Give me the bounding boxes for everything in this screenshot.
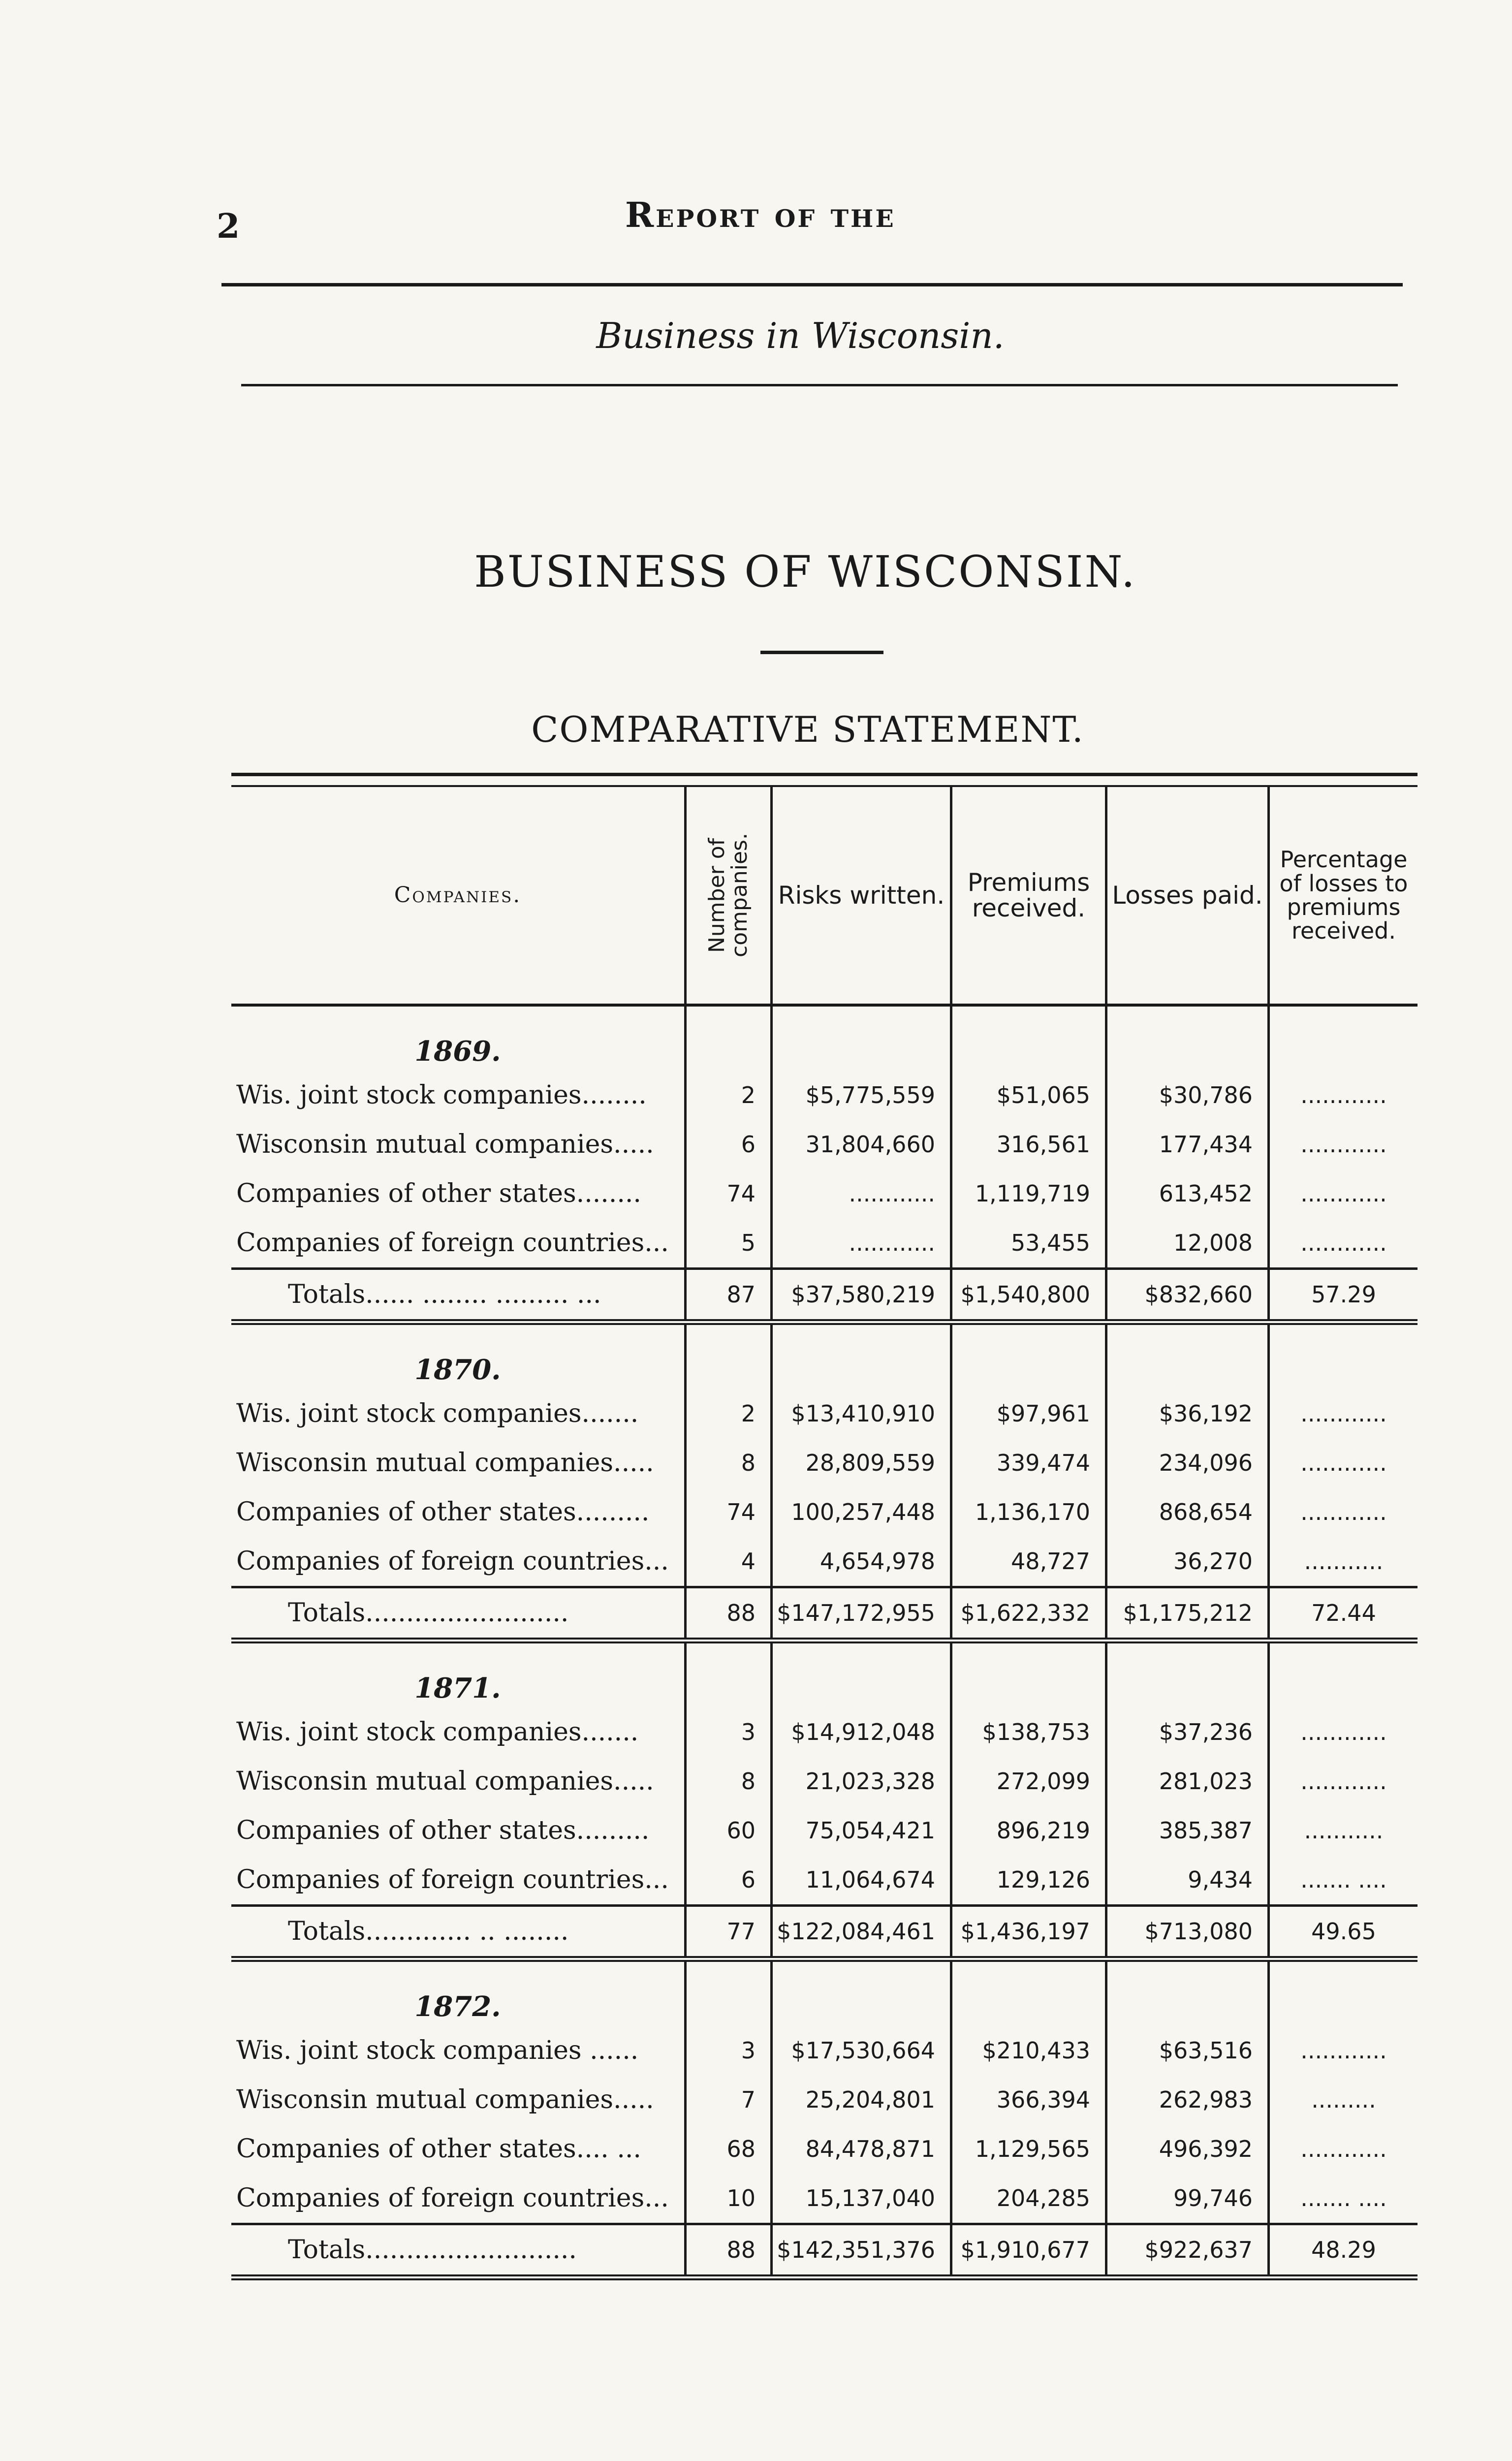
table-top-rule [231,773,1418,787]
header-losses: Losses paid. [1105,787,1267,1004]
cell-number: 8 [684,1438,770,1487]
totals-percentage: 72.44 [1267,1588,1418,1638]
header-risks: Risks written. [770,787,950,1004]
cell-percentage: ............ [1267,1071,1418,1120]
totals-risks: $142,351,376 [770,2225,950,2274]
cell-company: Companies of other states........ [236,1179,641,1208]
cell-premiums: $51,065 [950,1071,1105,1120]
table-header [231,787,1418,1007]
spacer-cell [1105,1007,1267,1021]
cell-company: Wisconsin mutual companies..... [236,1130,654,1159]
year-row-cell [950,1340,1105,1389]
year-block [231,1007,1418,1325]
totals-number: 88 [684,2225,770,2274]
year-row-cell [684,1977,770,2026]
cell-percentage: ........... [1267,1537,1418,1586]
year-row-cell [1267,1977,1418,2026]
totals-label: Totals...... ........ ......... ... [288,1280,601,1309]
cell-company: Companies of other states.... ... [236,2134,641,2164]
spacer-cell [1267,1325,1418,1340]
cell-percentage: ............ [1267,1389,1418,1438]
spacer-cell [1105,1643,1267,1658]
table-row [231,2075,1418,2124]
totals-row [231,2223,1418,2280]
year-heading-row [231,1977,1418,2026]
totals-premiums: $1,910,677 [950,2225,1105,2274]
cell-company: Wis. joint stock companies....... [236,1399,639,1428]
cell-number: 60 [684,1806,770,1855]
spacer-cell [231,1007,684,1021]
table-row [231,1218,1418,1267]
cell-losses: 613,452 [1105,1169,1267,1218]
table-row [231,1071,1418,1120]
totals-percentage: 48.29 [1267,2225,1418,2274]
spacer-cell [1267,1643,1418,1658]
header-percentage: Percentage of losses to premiums received. [1267,787,1418,1004]
spacer-cell [1105,1962,1267,1977]
cell-company: Wis. joint stock companies........ [236,1080,647,1110]
year-row-cell [1267,1658,1418,1707]
cell-percentage: ............ [1267,1707,1418,1757]
totals-row [231,1904,1418,1962]
header-number [684,787,770,1004]
year-label: 1871. [414,1672,501,1704]
cell-losses: $30,786 [1105,1071,1267,1120]
table-row [231,1169,1418,1218]
cell-losses: 234,096 [1105,1438,1267,1487]
table-row [231,1806,1418,1855]
cell-losses: 385,387 [1105,1806,1267,1855]
cell-risks: 4,654,978 [770,1537,950,1586]
header-companies: Companies. [394,882,522,908]
cell-premiums: 1,129,565 [950,2124,1105,2174]
cell-risks: 84,478,871 [770,2124,950,2174]
totals-premiums: $1,436,197 [950,1907,1105,1956]
cell-premiums: $97,961 [950,1389,1105,1438]
year-block [231,1325,1418,1643]
cell-company: Wis. joint stock companies....... [236,1717,639,1747]
cell-number: 10 [684,2174,770,2223]
cell-company: Wis. joint stock companies ...... [236,2036,639,2065]
sub-title: COMPARATIVE STATEMENT. [531,709,1084,750]
cell-losses: 36,270 [1105,1537,1267,1586]
cell-percentage: ............ [1267,2124,1418,2174]
cell-number: 3 [684,1707,770,1757]
table-row [231,1438,1418,1487]
cell-percentage: ............ [1267,1438,1418,1487]
table-row [231,1757,1418,1806]
row-spacer [231,1325,1418,1340]
cell-premiums: 204,285 [950,2174,1105,2223]
table-row [231,1389,1418,1438]
cell-number: 74 [684,1169,770,1218]
totals-losses: $713,080 [1105,1907,1267,1956]
cell-number: 5 [684,1218,770,1267]
totals-label: Totals............. .. ........ [288,1917,569,1946]
cell-risks: 100,257,448 [770,1487,950,1537]
cell-premiums: $210,433 [950,2026,1105,2075]
cell-company: Wisconsin mutual companies..... [236,2085,654,2114]
totals-risks: $122,084,461 [770,1907,950,1956]
table-row [231,1120,1418,1169]
cell-premiums: 272,099 [950,1757,1105,1806]
year-block [231,1962,1418,2280]
spacer-cell [1105,1325,1267,1340]
year-heading-row [231,1021,1418,1071]
totals-number: 88 [684,1588,770,1638]
cell-percentage: ........... [1267,1806,1418,1855]
row-spacer [231,1643,1418,1658]
cell-premiums: 53,455 [950,1218,1105,1267]
cell-number: 8 [684,1757,770,1806]
cell-premiums: $138,753 [950,1707,1105,1757]
cell-number: 3 [684,2026,770,2075]
title-divider [760,651,883,654]
header-premiums: Premiums received. [950,787,1105,1004]
spacer-cell [684,1643,770,1658]
cell-company: Companies of foreign countries... [236,1865,669,1894]
cell-company: Companies of other states......... [236,1816,650,1845]
cell-losses: $37,236 [1105,1707,1267,1757]
cell-number: 7 [684,2075,770,2124]
totals-losses: $922,637 [1105,2225,1267,2274]
year-row-cell [1105,1340,1267,1389]
spacer-cell [770,1007,950,1021]
cell-company: Companies of foreign countries... [236,1228,669,1258]
year-row-cell [950,1021,1105,1071]
year-row-cell [684,1021,770,1071]
totals-risks: $147,172,955 [770,1588,950,1638]
spacer-cell [231,1643,684,1658]
year-row-cell [1267,1021,1418,1071]
totals-premiums: $1,540,800 [950,1270,1105,1319]
totals-losses: $832,660 [1105,1270,1267,1319]
header-rule-top [221,283,1403,286]
totals-label: Totals......................... [288,1598,569,1628]
cell-risks: 28,809,559 [770,1438,950,1487]
cell-percentage: ............ [1267,1218,1418,1267]
spacer-cell [684,1962,770,1977]
cell-losses: 868,654 [1105,1487,1267,1537]
cell-losses: $63,516 [1105,2026,1267,2075]
row-spacer [231,1007,1418,1021]
cell-percentage: ............ [1267,1487,1418,1537]
section-subtitle: Business in Wisconsin. [596,315,1005,356]
year-row-cell [770,1658,950,1707]
cell-number: 6 [684,1855,770,1904]
cell-risks: $14,912,048 [770,1707,950,1757]
cell-premiums: 48,727 [950,1537,1105,1586]
cell-risks: 21,023,328 [770,1757,950,1806]
table-row [231,2124,1418,2174]
cell-losses: 99,746 [1105,2174,1267,2223]
row-spacer [231,1962,1418,1977]
cell-percentage: ............ [1267,1169,1418,1218]
table-row [231,1707,1418,1757]
table-row [231,2026,1418,2075]
spacer-cell [950,1007,1105,1021]
cell-losses: 177,434 [1105,1120,1267,1169]
cell-number: 68 [684,2124,770,2174]
cell-risks: 11,064,674 [770,1855,950,1904]
spacer-cell [684,1325,770,1340]
totals-number: 87 [684,1270,770,1319]
cell-company: Wisconsin mutual companies..... [236,1767,654,1796]
totals-label: Totals.......................... [288,2235,577,2265]
cell-number: 6 [684,1120,770,1169]
spacer-cell [231,1962,684,1977]
year-label: 1870. [414,1354,501,1386]
cell-company: Companies of foreign countries... [236,2183,669,2213]
cell-percentage: ............ [1267,1120,1418,1169]
cell-premiums: 129,126 [950,1855,1105,1904]
spacer-cell [950,1643,1105,1658]
cell-company: Companies of foreign countries... [236,1546,669,1576]
year-row-cell [1267,1340,1418,1389]
spacer-cell [770,1643,950,1658]
cell-losses: 281,023 [1105,1757,1267,1806]
header-rule-bottom [241,384,1398,386]
spacer-cell [770,1325,950,1340]
year-row-cell [1105,1021,1267,1071]
cell-losses: $36,192 [1105,1389,1267,1438]
spacer-cell [950,1325,1105,1340]
cell-premiums: 1,136,170 [950,1487,1105,1537]
table-row [231,2174,1418,2223]
spacer-cell [1267,1007,1418,1021]
totals-row [231,1267,1418,1325]
cell-losses: 9,434 [1105,1855,1267,1904]
year-block [231,1643,1418,1962]
cell-percentage: ......... [1267,2075,1418,2124]
cell-risks: ............ [770,1169,950,1218]
comparative-table [231,773,1418,2280]
year-row-cell [1105,1658,1267,1707]
cell-losses: 496,392 [1105,2124,1267,2174]
cell-percentage: ............ [1267,2026,1418,2075]
spacer-cell [231,1325,684,1340]
table-row [231,1537,1418,1586]
running-head: Report of the [625,194,896,235]
totals-number: 77 [684,1907,770,1956]
cell-premiums: 1,119,719 [950,1169,1105,1218]
cell-number: 74 [684,1487,770,1537]
main-title: BUSINESS OF WISCONSIN. [474,546,1136,597]
year-row-cell [684,1658,770,1707]
spacer-cell [770,1962,950,1977]
cell-risks: 75,054,421 [770,1806,950,1855]
cell-percentage: ....... .... [1267,2174,1418,2223]
cell-losses: 12,008 [1105,1218,1267,1267]
totals-losses: $1,175,212 [1105,1588,1267,1638]
cell-losses: 262,983 [1105,2075,1267,2124]
cell-number: 2 [684,1389,770,1438]
year-row-cell [770,1340,950,1389]
spacer-cell [950,1962,1105,1977]
spacer-cell [684,1007,770,1021]
totals-risks: $37,580,219 [770,1270,950,1319]
cell-premiums: 366,394 [950,2075,1105,2124]
cell-percentage: ............ [1267,1757,1418,1806]
cell-percentage: ....... .... [1267,1855,1418,1904]
table-body [231,1007,1418,2280]
spacer-cell [1267,1962,1418,1977]
year-row-cell [1105,1977,1267,2026]
totals-percentage: 49.65 [1267,1907,1418,1956]
year-row-cell [770,1021,950,1071]
year-label: 1869. [414,1035,501,1068]
cell-premiums: 316,561 [950,1120,1105,1169]
cell-company: Wisconsin mutual companies..... [236,1448,654,1478]
year-row-cell [950,1977,1105,2026]
cell-risks: $13,410,910 [770,1389,950,1438]
cell-risks: $17,530,664 [770,2026,950,2075]
year-row-cell [770,1977,950,2026]
cell-premiums: 339,474 [950,1438,1105,1487]
cell-risks: 15,137,040 [770,2174,950,2223]
year-heading-row [231,1658,1418,1707]
cell-risks: $5,775,559 [770,1071,950,1120]
table-row [231,1855,1418,1904]
cell-risks: ............ [770,1218,950,1267]
totals-percentage: 57.29 [1267,1270,1418,1319]
year-row-cell [684,1340,770,1389]
header-number-label: Number of companies. [704,833,752,958]
table-row [231,1487,1418,1537]
year-heading-row [231,1340,1418,1389]
totals-premiums: $1,622,332 [950,1588,1105,1638]
cell-company: Companies of other states......... [236,1497,650,1527]
year-row-cell [950,1658,1105,1707]
totals-row [231,1586,1418,1643]
cell-risks: 25,204,801 [770,2075,950,2124]
cell-number: 2 [684,1071,770,1120]
cell-risks: 31,804,660 [770,1120,950,1169]
cell-premiums: 896,219 [950,1806,1105,1855]
year-label: 1872. [414,1990,501,2023]
page-number: 2 [217,207,240,246]
cell-number: 4 [684,1537,770,1586]
